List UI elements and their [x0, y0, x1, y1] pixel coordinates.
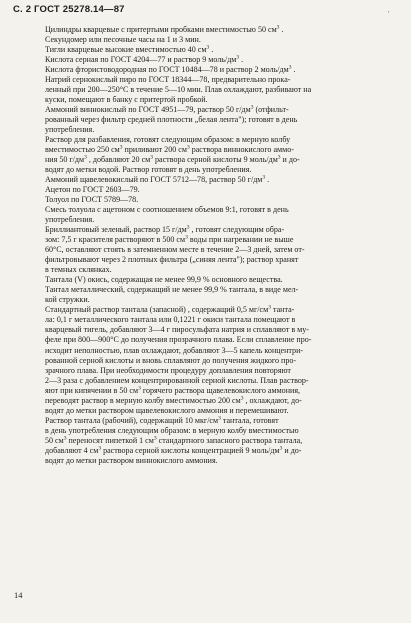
paragraph — [33, 205, 397, 225]
page-number: 14 — [14, 591, 23, 600]
text-line: добавляют 4 $см^3$ раствора серной кислоты концентрацией 9 моль/$дм^3$ и до- — [45, 444, 302, 455]
text-line: фильтровывают через 2 плотных фильтра („синяя лента"); раствор хранят — [45, 255, 299, 265]
text-line: ленный при 200—250°С в течение 5—10 мин. Плав охлаждают, разбивают на — [45, 85, 312, 95]
text-line: Тантал металлический, содержащий не менее 99,9 % тантала, в виде мел- — [45, 285, 299, 295]
text-line: Натрий сернокислый пиро по ГОСТ 18344—78, предварительно прока- — [45, 75, 291, 85]
paragraph — [33, 225, 397, 275]
text-line: Ацетон по ГОСТ 2603—79. — [45, 185, 140, 195]
text-line: Цилиндры кварцевые с притертыми пробками вместимостью 50 $см^3$ . — [45, 24, 284, 34]
text-line: Секундомер или песочные часы на 1 и 3 мин. — [45, 35, 201, 45]
text-line: употребления. — [45, 215, 95, 225]
paragraph — [33, 185, 397, 195]
text-line: Раствор для разбавления, готовят следующим образом: в мерную колбу — [45, 135, 291, 145]
paragraph — [33, 275, 397, 285]
text-line: 50 $см^3$ переносят пипеткой 1 $см^3$ стандартного запасного раствора тантала, — [45, 434, 303, 445]
text-line: кой стружки. — [45, 295, 90, 305]
paragraph — [33, 55, 397, 65]
text-line: кварцевый тигель, добавляют 3—4 г пиросульфата натрия и сплавляют в му- — [45, 325, 309, 335]
paragraph — [33, 65, 397, 75]
text-line: 2—3 раза с добавлением концентрированной серной кислоты. Плав раствор- — [45, 375, 309, 385]
text-line: рованной серной кислоты и вновь сплавляют до получения жидкого про- — [45, 355, 297, 365]
paragraph — [33, 305, 397, 415]
text-line: исходит неполностью, плав охлаждают, добавляют 3—5 капель концентри- — [45, 345, 304, 355]
text-line: Кислота серная по ГОСТ 4204—77 и раствор 9 моль/$дм^3$ . — [45, 54, 244, 65]
paragraph — [33, 45, 397, 55]
text-line: в день употребления следующим образом: в мерную колбу вместимостью — [45, 425, 299, 435]
text-line: употребления. — [45, 125, 95, 135]
text-line: водят до метки раствором щавелевокислого аммония и перемешивают. — [45, 405, 289, 415]
text-line: куски, помещают в банку с притертой пробкой. — [45, 95, 208, 105]
text-line: Бриллиантовый зеленый, раствор 15 $г/дм^3$ , готовят следующим обра- — [45, 224, 285, 235]
text-line: Аммоний виннокислый по ГОСТ 4951—79, раствор 50 $г/дм^3$ (отфильт- — [45, 104, 289, 115]
page-header: С. 2 ГОСТ 25278.14—87 — [13, 4, 125, 15]
text-line: Толуол по ГОСТ 5789—78. — [45, 195, 139, 205]
paragraph — [33, 195, 397, 205]
text-line: водят до метки водой. Раствор готовят в день употребления. — [45, 165, 252, 175]
text-line: ния 50 $г/дм^3$ , добавляют 20 $см^3$ раствора серной кислоты 9 моль/$дм^3$ и до- — [45, 154, 300, 165]
text-line: Тантала (V) окись, содержащая не менее 99,9 % основного вещества. — [45, 275, 283, 285]
text-line: феле при 800—900°С до получения прозрачного плава. Если сплавление про- — [45, 335, 312, 345]
text-line: Аммоний щавелевокислый по ГОСТ 5712—78, раствор 50 $г/дм^3$ . — [45, 174, 270, 185]
paragraph — [33, 105, 397, 135]
paragraph — [33, 416, 397, 466]
paragraph — [33, 175, 397, 185]
paragraph — [33, 35, 397, 45]
paragraph — [33, 285, 397, 305]
document-body — [33, 25, 397, 466]
text-line: Кислота фтористоводородная по ГОСТ 10484—78 и раствор 2 моль/$дм^3$ . — [45, 64, 296, 75]
text-line: яют при кипячении в 50 $см^3$ горячего раствора щавелевокислого аммония, — [45, 384, 301, 395]
text-line: рованный через фильтр средней плотности „белая лента"); готовят в день — [45, 115, 298, 125]
text-line: 60°С, оставляют стоять в затемненном месте в течение 2—3 дней, затем от- — [45, 245, 305, 255]
text-line: вместимостью 250 $см^3$ приливают 200 $см^3$ раствора виннокислого аммо- — [45, 144, 294, 155]
text-line: в темных склянках. — [45, 265, 112, 275]
text-line: Раствор тантала (рабочий), содержащий 10 мкг/$см^3$ тантала, готовят — [45, 414, 279, 425]
paragraph — [33, 75, 397, 105]
text-line: ла: 0,1 г металлического тантала или 0,1221 г окиси тантала помещают в — [45, 315, 296, 325]
text-line: Смесь толуола с ацетоном с соотношением объемов 9:1, готовят в день — [45, 205, 289, 215]
text-line: Тигли кварцевые высокие вместимостью 40 $см^3$ . — [45, 44, 214, 55]
text-line: зрачного плава. При необходимости процедуру доплавления повторяют — [45, 365, 291, 375]
text-line: Стандартный раствор тантала (запасной) , содержащий 0,5 $мг/см^3$ танта- — [45, 304, 295, 315]
text-line: переводят раствор в мерную колбу вместимостью 200 $см^3$ , охлаждают, до- — [45, 394, 302, 405]
paragraph — [33, 135, 397, 175]
margin-mark: ′ — [388, 10, 390, 18]
paragraph — [33, 25, 397, 35]
text-line: зом: 7,5 г красителя растворяют в 500 $см^3$ воды при нагревании не выше — [45, 234, 294, 245]
text-line: водят до метки раствором виннокислого аммония. — [45, 455, 218, 465]
